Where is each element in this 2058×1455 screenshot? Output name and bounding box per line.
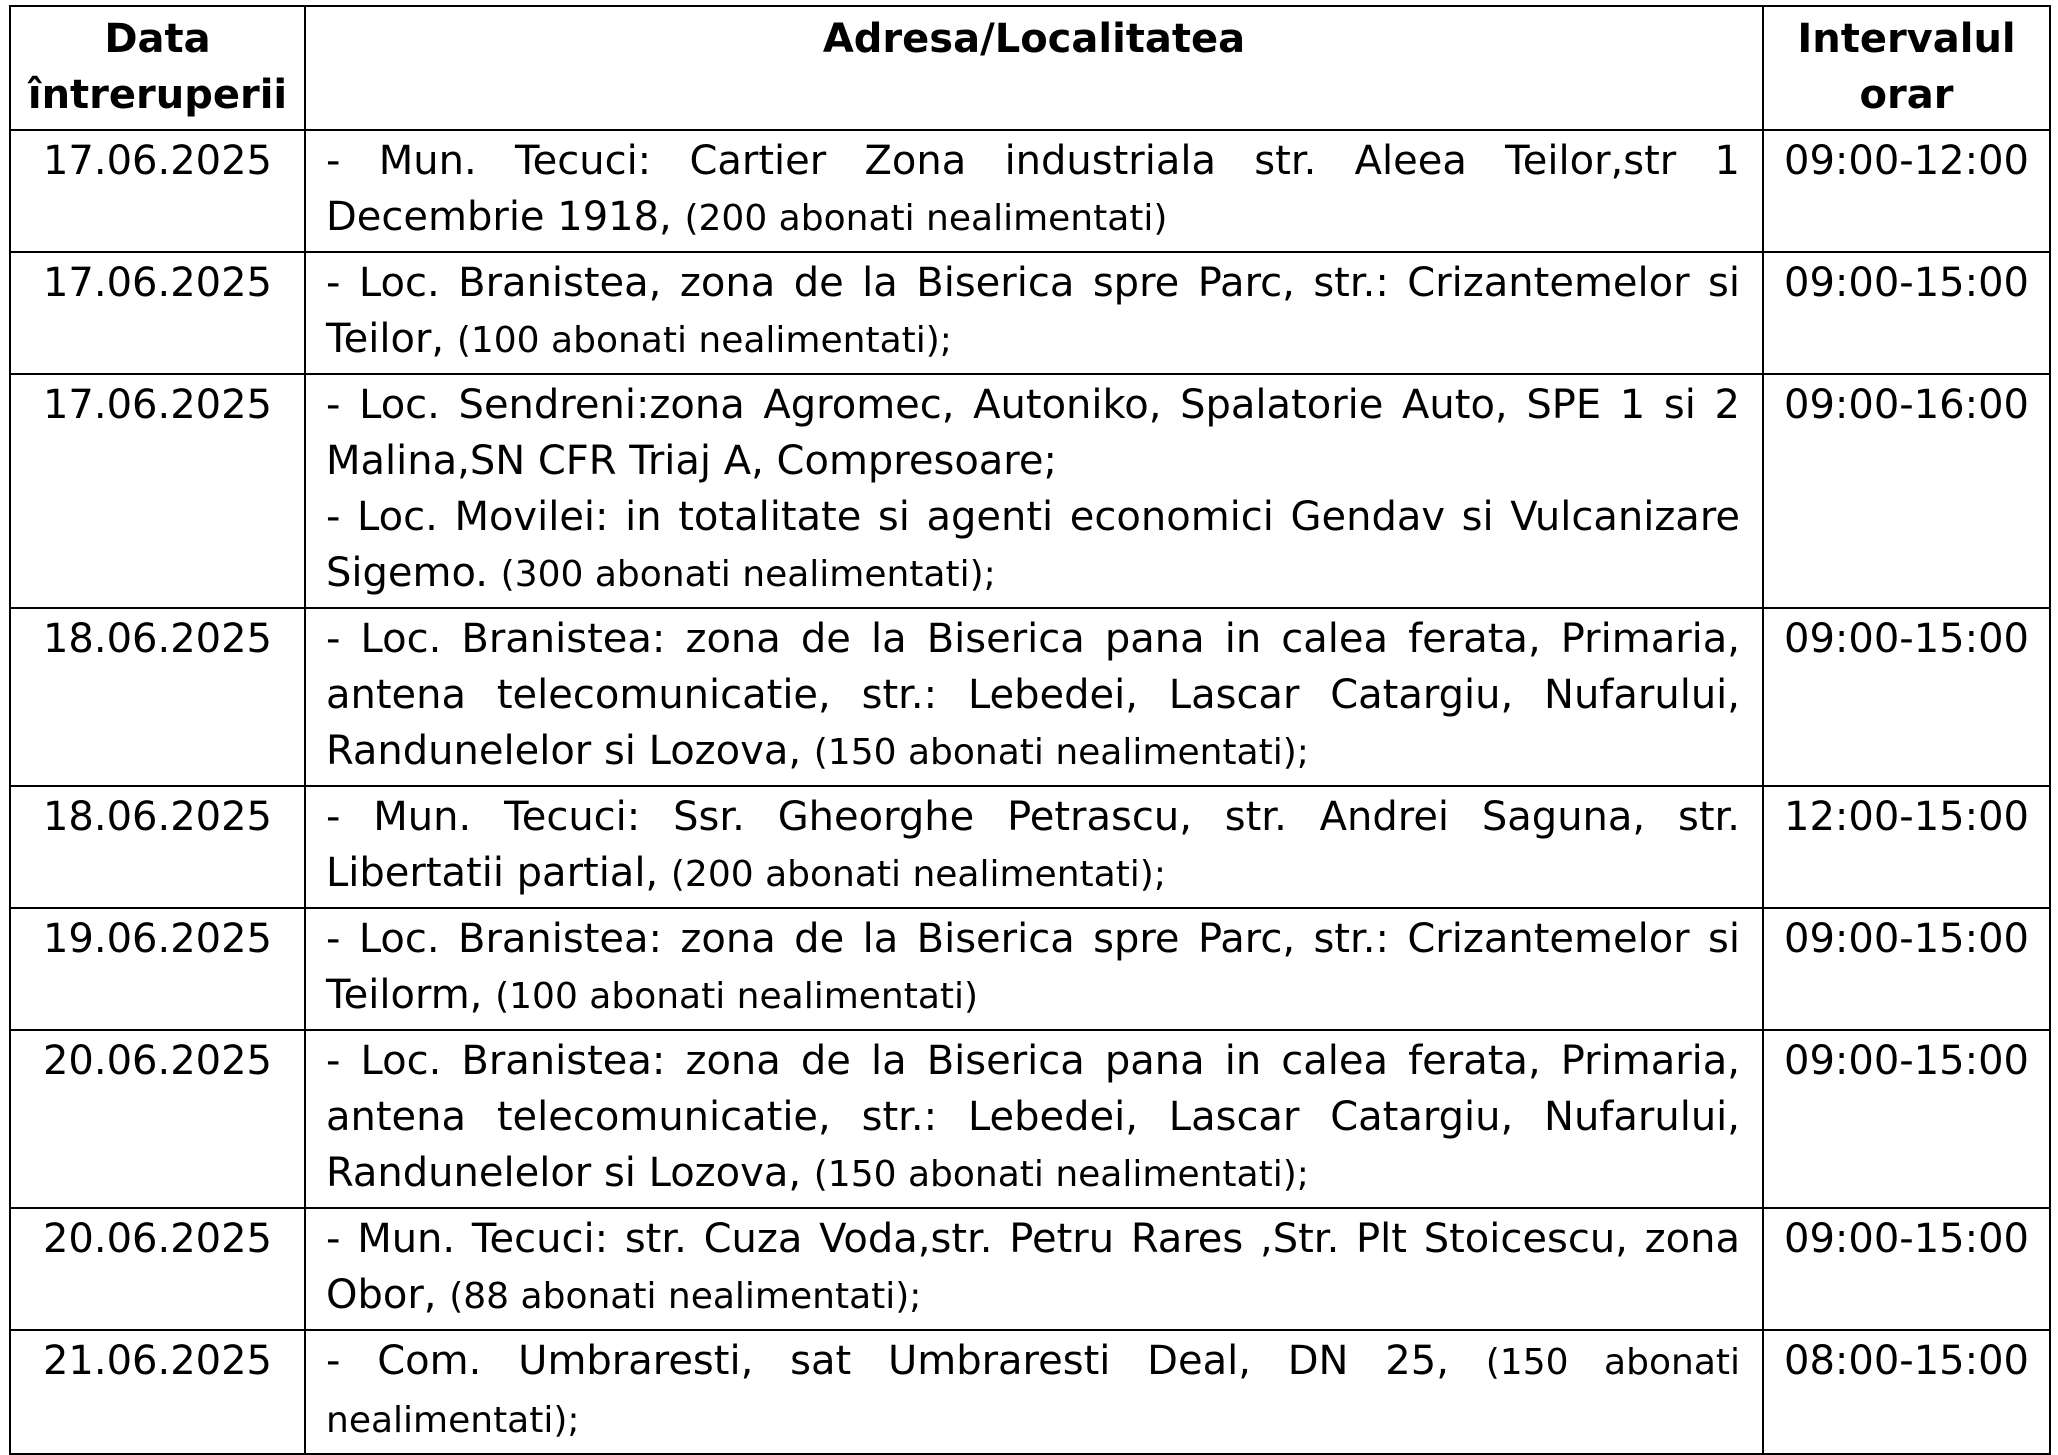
address-text: - Loc. Branistea: zona de la Biserica pana in calea ferata, Primaria, antena telecomunicatie, str.: Lebedei, Lascar Catargiu, Nufarului, Randunelelor si Lozova, — [326, 616, 1740, 774]
interval-cell: 09:00-12:00 — [1763, 130, 2050, 252]
table-row — [10, 252, 2050, 374]
address-cell — [305, 252, 1763, 374]
subscribers-note: (150 abonati nealimentati); — [813, 1154, 1309, 1195]
interval-cell: 09:00-16:00 — [1763, 374, 2050, 608]
address-line — [326, 489, 1740, 603]
subscribers-note: (150 abonati nealimentati); — [813, 732, 1309, 773]
table-row — [10, 1330, 2050, 1454]
address-text: - Com. Umbraresti, sat Umbraresti Deal, DN 25, — [326, 1338, 1449, 1384]
address-line — [326, 1333, 1740, 1449]
table-row — [10, 1030, 2050, 1208]
address-text: - Loc. Branistea: zona de la Biserica pana in calea ferata, Primaria, antena telecomunicatie, str.: Lebedei, Lascar Catargiu, Nufarului, Randunelelor si Lozova, — [326, 1038, 1740, 1196]
address-cell — [305, 374, 1763, 608]
table-row — [10, 374, 2050, 608]
table-body — [10, 130, 2050, 1454]
address-text: - Mun. Tecuci: Cartier Zona industriala str. Aleea Teilor,str 1 Decembrie 1918, — [326, 138, 1740, 240]
date-cell: 17.06.2025 — [10, 252, 305, 374]
address-line — [326, 611, 1740, 781]
address-text: - Loc. Sendreni:zona Agromec, Autoniko, Spalatorie Auto, SPE 1 si 2 Malina,SN CFR Triaj A, Compresoare; — [326, 382, 1740, 484]
table-row — [10, 1208, 2050, 1330]
interval-cell: 09:00-15:00 — [1763, 908, 2050, 1030]
header-date-line1: Data — [104, 16, 211, 62]
header-date — [10, 6, 305, 130]
interval-cell: 09:00-15:00 — [1763, 608, 2050, 786]
interval-cell: 09:00-15:00 — [1763, 252, 2050, 374]
table-row — [10, 908, 2050, 1030]
date-cell: 17.06.2025 — [10, 130, 305, 252]
table-row — [10, 786, 2050, 908]
date-cell: 18.06.2025 — [10, 786, 305, 908]
address-cell — [305, 1330, 1763, 1454]
header-interval-line1: Intervalul — [1797, 16, 2016, 62]
address-line — [326, 911, 1740, 1025]
address-line — [326, 255, 1740, 369]
address-line — [326, 377, 1740, 489]
address-text: - Loc. Branistea, zona de la Biserica spre Parc, str.: Crizantemelor si Teilor, — [326, 260, 1740, 362]
address-cell — [305, 1208, 1763, 1330]
address-line — [326, 133, 1740, 247]
address-cell — [305, 786, 1763, 908]
table-header-row — [10, 6, 2050, 130]
subscribers-note: (100 abonati nealimentati) — [495, 976, 979, 1017]
interval-cell: 12:00-15:00 — [1763, 786, 2050, 908]
interval-cell: 09:00-15:00 — [1763, 1030, 2050, 1208]
header-interval-line2: orar — [1859, 72, 1954, 118]
interval-cell: 08:00-15:00 — [1763, 1330, 2050, 1454]
address-cell — [305, 1030, 1763, 1208]
table-row — [10, 130, 2050, 252]
address-text: - Mun. Tecuci: Ssr. Gheorghe Petrascu, str. Andrei Saguna, str. Libertatii partial, — [326, 794, 1740, 896]
address-line — [326, 1211, 1740, 1325]
interval-cell: 09:00-15:00 — [1763, 1208, 2050, 1330]
subscribers-note: (300 abonati nealimentati); — [500, 554, 996, 595]
address-line — [326, 1033, 1740, 1203]
date-cell: 21.06.2025 — [10, 1330, 305, 1454]
date-cell: 20.06.2025 — [10, 1030, 305, 1208]
address-text: - Loc. Branistea: zona de la Biserica spre Parc, str.: Crizantemelor si Teilorm, — [326, 916, 1740, 1018]
date-cell: 20.06.2025 — [10, 1208, 305, 1330]
subscribers-note: (200 abonati nealimentati) — [684, 198, 1168, 239]
header-interval — [1763, 6, 2050, 130]
subscribers-note: (200 abonati nealimentati); — [670, 854, 1166, 895]
address-text: - Loc. Movilei: in totalitate si agenti economici Gendav si Vulcanizare Sigemo. — [326, 494, 1740, 596]
subscribers-note: (100 abonati nealimentati); — [456, 320, 952, 361]
address-text: - Mun. Tecuci: str. Cuza Voda,str. Petru Rares ,Str. Plt Stoicescu, zona Obor, — [326, 1216, 1740, 1318]
address-cell — [305, 130, 1763, 252]
header-address-label: Adresa/Localitatea — [822, 16, 1246, 62]
address-line — [326, 789, 1740, 903]
outage-schedule-table — [9, 5, 2051, 1455]
subscribers-note: (150 abonati nealimentati); — [326, 1342, 1740, 1441]
address-cell — [305, 608, 1763, 786]
date-cell: 17.06.2025 — [10, 374, 305, 608]
header-date-line2: întreruperii — [27, 72, 288, 118]
header-address — [305, 6, 1763, 130]
date-cell: 19.06.2025 — [10, 908, 305, 1030]
table-row — [10, 608, 2050, 786]
date-cell: 18.06.2025 — [10, 608, 305, 786]
address-cell — [305, 908, 1763, 1030]
subscribers-note: (88 abonati nealimentati); — [449, 1276, 922, 1317]
